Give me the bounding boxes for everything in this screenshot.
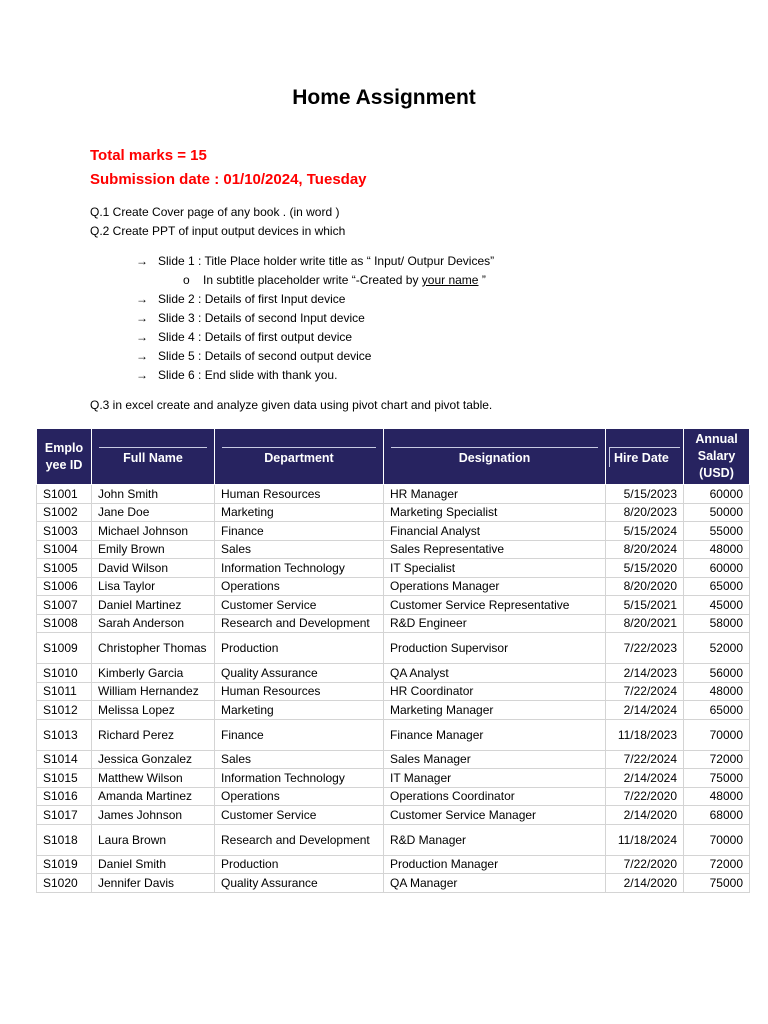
cell-employee-id: S1012 xyxy=(37,701,92,720)
cell-annual-salary: 56000 xyxy=(684,664,750,683)
table-row xyxy=(37,559,750,578)
cell-hire-date: 7/22/2023 xyxy=(606,633,684,664)
header-designation: Designation xyxy=(384,429,606,485)
cell-hire-date: 11/18/2024 xyxy=(606,824,684,855)
cell-employee-id: S1004 xyxy=(37,540,92,559)
table-row xyxy=(37,577,750,596)
cell-department: Operations xyxy=(215,787,384,806)
cell-employee-id: S1017 xyxy=(37,806,92,825)
slide-4-item xyxy=(136,330,352,344)
cell-annual-salary: 72000 xyxy=(684,855,750,874)
cell-annual-salary: 52000 xyxy=(684,633,750,664)
table-row xyxy=(37,787,750,806)
cell-annual-salary: 65000 xyxy=(684,701,750,720)
cell-annual-salary: 65000 xyxy=(684,577,750,596)
cell-hire-date: 7/22/2020 xyxy=(606,855,684,874)
header-full-name: Full Name xyxy=(92,429,215,485)
cell-hire-date: 7/22/2024 xyxy=(606,750,684,769)
slide-5-item xyxy=(136,349,371,363)
cell-annual-salary: 70000 xyxy=(684,824,750,855)
table-header-row xyxy=(37,429,750,485)
arrow-icon: → xyxy=(136,330,148,344)
slide-3-item xyxy=(136,311,365,325)
cell-full-name: Michael Johnson xyxy=(92,522,215,541)
table-row xyxy=(37,701,750,720)
cell-designation: Sales Manager xyxy=(384,750,606,769)
cell-annual-salary: 70000 xyxy=(684,719,750,750)
header-employee-id: Emplo yee ID xyxy=(37,429,92,485)
slide-2-text: Slide 2 : Details of first Input device xyxy=(158,292,346,306)
slide-1-sub-prefix: In subtitle placeholder write “-Created by xyxy=(203,273,422,287)
cell-annual-salary: 55000 xyxy=(684,522,750,541)
cell-employee-id: S1013 xyxy=(37,719,92,750)
cell-full-name: Kimberly Garcia xyxy=(92,664,215,683)
arrow-icon: → xyxy=(136,368,148,382)
cell-employee-id: S1001 xyxy=(37,485,92,504)
cell-hire-date: 7/22/2020 xyxy=(606,787,684,806)
cell-employee-id: S1008 xyxy=(37,614,92,633)
table-row xyxy=(37,522,750,541)
table-row xyxy=(37,855,750,874)
cell-employee-id: S1014 xyxy=(37,750,92,769)
cell-department: Marketing xyxy=(215,503,384,522)
submission-date: Submission date : 01/10/2024, Tuesday xyxy=(90,171,367,188)
cell-full-name: Daniel Smith xyxy=(92,855,215,874)
cell-department: Finance xyxy=(215,719,384,750)
cell-employee-id: S1016 xyxy=(37,787,92,806)
table-row xyxy=(37,769,750,788)
cell-annual-salary: 68000 xyxy=(684,806,750,825)
cell-hire-date: 7/22/2024 xyxy=(606,682,684,701)
cell-designation: Production Supervisor xyxy=(384,633,606,664)
cell-designation: Operations Manager xyxy=(384,577,606,596)
cell-hire-date: 8/20/2021 xyxy=(606,614,684,633)
cell-department: Marketing xyxy=(215,701,384,720)
slide-5-text: Slide 5 : Details of second output device xyxy=(158,349,372,363)
slide-6-item xyxy=(136,368,337,382)
cell-department: Finance xyxy=(215,522,384,541)
cell-department: Information Technology xyxy=(215,769,384,788)
cell-designation: IT Specialist xyxy=(384,559,606,578)
cell-department: Customer Service xyxy=(215,596,384,615)
cell-full-name: David Wilson xyxy=(92,559,215,578)
your-name-text: your name xyxy=(421,273,479,287)
cell-designation: HR Manager xyxy=(384,485,606,504)
table-row xyxy=(37,719,750,750)
cell-hire-date: 8/20/2020 xyxy=(606,577,684,596)
cell-hire-date: 2/14/2020 xyxy=(606,806,684,825)
question-1: Q.1 Create Cover page of any book . (in word ) xyxy=(90,205,340,219)
question-2: Q.2 Create PPT of input output devices in which xyxy=(90,224,346,238)
slide-4-text: Slide 4 : Details of first output device xyxy=(158,330,353,344)
cell-annual-salary: 60000 xyxy=(684,485,750,504)
slide-1-text: Slide 1 : Title Place holder write title as “ Input/ Outpur Devices” xyxy=(158,254,495,268)
cell-annual-salary: 50000 xyxy=(684,503,750,522)
cell-department: Information Technology xyxy=(215,559,384,578)
cell-department: Research and Development xyxy=(215,614,384,633)
cell-full-name: Lisa Taylor xyxy=(92,577,215,596)
slide-3-text: Slide 3 : Details of second Input device xyxy=(158,311,365,325)
cell-department: Operations xyxy=(215,577,384,596)
cell-annual-salary: 45000 xyxy=(684,596,750,615)
cell-designation: QA Analyst xyxy=(384,664,606,683)
cell-full-name: Melissa Lopez xyxy=(92,701,215,720)
table-row xyxy=(37,806,750,825)
table-row xyxy=(37,485,750,504)
cell-designation: Sales Representative xyxy=(384,540,606,559)
cell-department: Sales xyxy=(215,540,384,559)
cell-designation: Marketing Specialist xyxy=(384,503,606,522)
cell-employee-id: S1006 xyxy=(37,577,92,596)
cell-full-name: Jane Doe xyxy=(92,503,215,522)
cell-hire-date: 5/15/2023 xyxy=(606,485,684,504)
cell-hire-date: 5/15/2020 xyxy=(606,559,684,578)
table-row xyxy=(37,503,750,522)
cell-employee-id: S1020 xyxy=(37,874,92,893)
arrow-icon: → xyxy=(136,349,148,363)
cell-annual-salary: 48000 xyxy=(684,682,750,701)
slide-1-subitem xyxy=(183,273,486,287)
cell-full-name: Richard Perez xyxy=(92,719,215,750)
cell-designation: Customer Service Representative xyxy=(384,596,606,615)
cell-department: Human Resources xyxy=(215,485,384,504)
cell-department: Sales xyxy=(215,750,384,769)
cell-department: Human Resources xyxy=(215,682,384,701)
bullet-icon: o xyxy=(183,273,190,287)
cell-full-name: Sarah Anderson xyxy=(92,614,215,633)
cell-designation: Customer Service Manager xyxy=(384,806,606,825)
cell-hire-date: 8/20/2023 xyxy=(606,503,684,522)
cell-full-name: Daniel Martinez xyxy=(92,596,215,615)
cell-annual-salary: 75000 xyxy=(684,874,750,893)
cell-designation: QA Manager xyxy=(384,874,606,893)
cell-designation: R&D Manager xyxy=(384,824,606,855)
header-annual-salary: Annual Salary (USD) xyxy=(684,429,750,485)
cell-department: Customer Service xyxy=(215,806,384,825)
cell-full-name: Emily Brown xyxy=(92,540,215,559)
header-hire-date: Hire Date xyxy=(606,429,684,485)
employee-table xyxy=(36,428,750,893)
table-row xyxy=(37,540,750,559)
arrow-icon: → xyxy=(136,292,148,306)
slide-1-sub-suffix: ” xyxy=(478,273,486,287)
cell-employee-id: S1009 xyxy=(37,633,92,664)
cell-department: Quality Assurance xyxy=(215,874,384,893)
question-3: Q.3 in excel create and analyze given data using pivot chart and pivot table. xyxy=(90,398,493,412)
cell-full-name: Christopher Thomas xyxy=(92,633,215,664)
cell-department: Quality Assurance xyxy=(215,664,384,683)
cell-full-name: William Hernandez xyxy=(92,682,215,701)
cell-employee-id: S1005 xyxy=(37,559,92,578)
cell-employee-id: S1003 xyxy=(37,522,92,541)
cell-department: Production xyxy=(215,633,384,664)
cell-hire-date: 5/15/2024 xyxy=(606,522,684,541)
cell-annual-salary: 72000 xyxy=(684,750,750,769)
arrow-icon: → xyxy=(136,254,148,268)
page-title: Home Assignment xyxy=(292,86,476,109)
cell-annual-salary: 48000 xyxy=(684,787,750,806)
cell-department: Production xyxy=(215,855,384,874)
table-row xyxy=(37,874,750,893)
cell-hire-date: 2/14/2024 xyxy=(606,701,684,720)
cell-designation: IT Manager xyxy=(384,769,606,788)
cell-full-name: Matthew Wilson xyxy=(92,769,215,788)
cell-designation: Operations Coordinator xyxy=(384,787,606,806)
cell-designation: HR Coordinator xyxy=(384,682,606,701)
cell-employee-id: S1015 xyxy=(37,769,92,788)
cell-employee-id: S1019 xyxy=(37,855,92,874)
cell-employee-id: S1011 xyxy=(37,682,92,701)
cell-hire-date: 2/14/2023 xyxy=(606,664,684,683)
cell-employee-id: S1010 xyxy=(37,664,92,683)
cell-designation: Finance Manager xyxy=(384,719,606,750)
slide-1-item xyxy=(136,254,494,268)
cell-hire-date: 11/18/2023 xyxy=(606,719,684,750)
cell-annual-salary: 60000 xyxy=(684,559,750,578)
cell-employee-id: S1007 xyxy=(37,596,92,615)
cell-hire-date: 2/14/2020 xyxy=(606,874,684,893)
cell-full-name: John Smith xyxy=(92,485,215,504)
cell-full-name: James Johnson xyxy=(92,806,215,825)
cell-department: Research and Development xyxy=(215,824,384,855)
cell-hire-date: 2/14/2024 xyxy=(606,769,684,788)
header-department: Department xyxy=(215,429,384,485)
total-marks: Total marks = 15 xyxy=(90,147,207,164)
table-row xyxy=(37,633,750,664)
table-row xyxy=(37,664,750,683)
table-row xyxy=(37,596,750,615)
arrow-icon: → xyxy=(136,311,148,325)
cell-hire-date: 8/20/2024 xyxy=(606,540,684,559)
slide-6-text: Slide 6 : End slide with thank you. xyxy=(158,368,338,382)
cell-employee-id: S1018 xyxy=(37,824,92,855)
cell-annual-salary: 75000 xyxy=(684,769,750,788)
cell-designation: Production Manager xyxy=(384,855,606,874)
cell-hire-date: 5/15/2021 xyxy=(606,596,684,615)
cell-designation: Marketing Manager xyxy=(384,701,606,720)
cell-designation: Financial Analyst xyxy=(384,522,606,541)
cell-designation: R&D Engineer xyxy=(384,614,606,633)
cell-annual-salary: 58000 xyxy=(684,614,750,633)
cell-annual-salary: 48000 xyxy=(684,540,750,559)
table-row xyxy=(37,750,750,769)
table-row xyxy=(37,614,750,633)
cell-employee-id: S1002 xyxy=(37,503,92,522)
cell-full-name: Jessica Gonzalez xyxy=(92,750,215,769)
cell-full-name: Amanda Martinez xyxy=(92,787,215,806)
slide-2-item xyxy=(136,292,345,306)
cell-full-name: Jennifer Davis xyxy=(92,874,215,893)
table-row xyxy=(37,682,750,701)
cell-full-name: Laura Brown xyxy=(92,824,215,855)
table-row xyxy=(37,824,750,855)
